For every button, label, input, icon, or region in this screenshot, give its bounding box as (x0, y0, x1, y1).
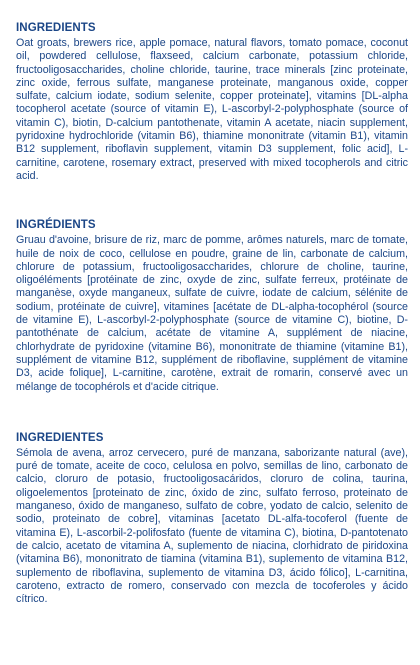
ingredients-section-french (16, 219, 408, 394)
section-heading-french: INGRÉDIENTS (16, 219, 96, 232)
ingredients-list-english: Oat groats, brewers rice, apple pomace, natural flavors, tomato pomace, coconut oil, powdered cellulose, flaxseed, calcium carbonate, potassium chloride, fructooligosaccharides, choline chloride, taurine, trace minerals [zinc proteinate, zinc oxide, ferrous sulfate, manganese proteinate, manganous oxide, copper sulfate, calcium iodate, sodium selenite, copper proteinate], vitamins [DL-alpha tocopherol acetate (source of vitamin E), L-ascorbyl-2-polyphosphate (source of vitamin C), biotin, D-calcium pantothenate, vitamin A acetate, niacin supplement, pyridoxine hydrochloride (vitamin B6), thiamine mononitrate (vitamin B1), vitamin B12 supplement, riboflavin supplement, vitamin D3 supplement, folic acid], L-carnitine, carotene, rosemary extract, preserved with mixed tocopherols and citric acid. (16, 37, 408, 182)
ingredients-section-english (16, 22, 408, 183)
ingredients-list-spanish: Sémola de avena, arroz cervecero, puré de manzana, saborizante natural (ave), puré de tomate, aceite de coco, celulosa en polvo, semillas de lino, carbonato de calcio, cloruro de potasio, fructooligosacáridos, cloruro de colina, taurina, oligoelementos [proteinato de zinc, óxido de zinc, sulfato ferroso, proteinato de manganeso, óxido de manganeso, sulfato de cobre, yodato de calcio, selenito de sodio, proteinato de cobre], vitaminas [acetato DL-alfa-tocoferol (fuente de vitamina E), L-ascorbil-2-polifosfato (fuente de vitamina C), biotina, D-pantotenato de calcio, acetato de vitamina A, suplemento de niacina, clorhidrato de piridoxina (vitamina B6), mononitrato de tiamina (vitamina B1), suplemento de vitamina B12, suplemento de riboflavina, suplemento de vitamina D3, ácido fólico], L-carnitina, caroteno, extracto de romero, conservado con mezcla de tocoferoles y ácido cítrico. (16, 446, 408, 606)
ingredients-list-french: Gruau d'avoine, brisure de riz, marc de pomme, arômes naturels, marc de tomate, huile de noix de coco, cellulose en poudre, graine de lin, carbonate de calcium, chlorure de potassium, fructooligosaccharides, chlorure de choline, taurine, oligoéléments [protéinate de zinc, oxyde de zinc, sulfate ferreux, protéinate de manganèse, oxyde manganeux, sulfate de cuivre, iodate de calcium, sélénite de sodium, protéinate de cuivre], vitamines [acétate de DL-alpha-tocophérol (source de vitamine E), L-ascorbyl-2-polyphosphate (source de vitamine C), biotine, D-pantothénate de calcium, acétate de vitamine A, supplément de niacine, chlorhydrate de pyridoxine (vitamine B6), mononitrate de thiamine (vitamine B1), supplément de vitamine B12, supplément de riboflavine, supplément de vitamine D3, acide folique], L-carnitine, carotène, extrait de romarin, conservé avec un mélange de tocophérols et d'acide citrique. (16, 234, 408, 393)
ingredients-section-spanish (16, 432, 408, 607)
section-heading-spanish: INGREDIENTES (16, 431, 104, 444)
section-heading-english: INGREDIENTS (16, 22, 96, 34)
